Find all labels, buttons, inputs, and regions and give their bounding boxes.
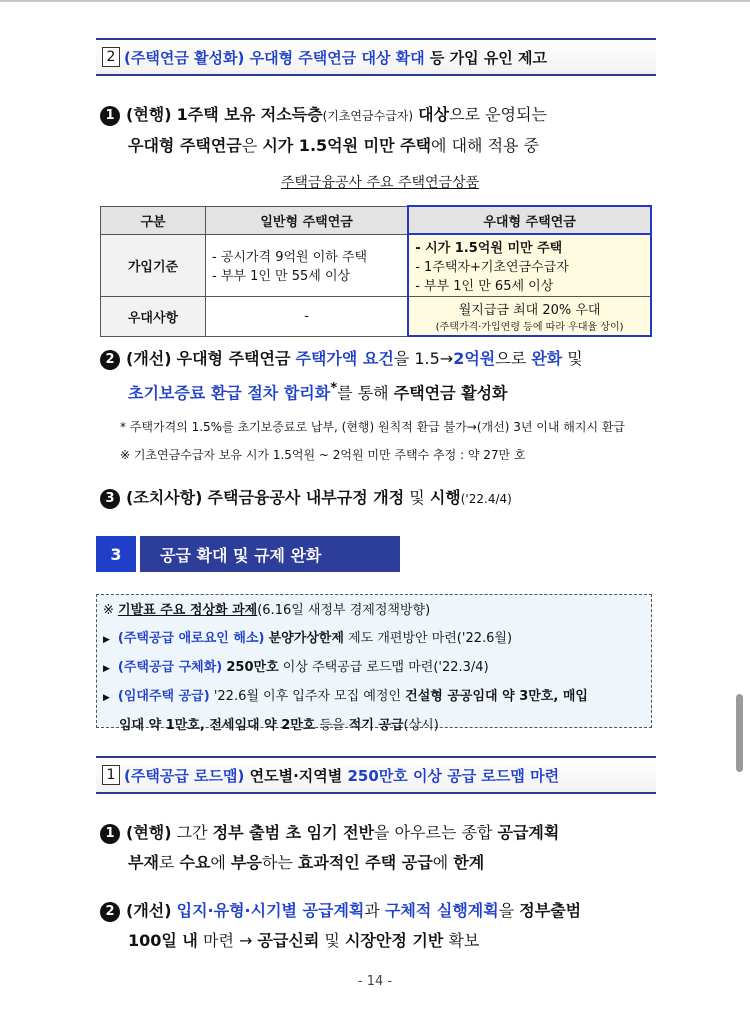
text-strong: 250만호 [226,660,279,675]
scrollbar-thumb[interactable] [736,694,743,772]
cell-preferential-benefit [408,297,651,337]
text-highlight: 초기보증료 환급 절차 합리화 [128,383,331,403]
text-highlight: 입지·유형·시기별 공급계획 [176,901,365,920]
item-improvement-supply [100,896,660,956]
text-plain: 제도 개편방안 마련('22.6월) [348,631,513,646]
reference-mark: ※ [103,603,114,618]
text-plain: 로 [158,853,175,872]
footnote-mark: * [330,381,338,396]
chapter-title: 공급 확대 및 규제 완화 [140,536,400,572]
label-improvement: (개선) [126,901,172,920]
text-plain: 에 [210,853,226,872]
text-highlight: (주택공급 애로요인 해소) [117,631,265,646]
section-tag: (주택공급 로드맵) [124,766,245,785]
pension-product-table [100,205,652,337]
section-title-rest: 등 가입 유인 제고 [429,48,548,67]
text-plain: 하는 [261,853,293,872]
text-strong: 시행 [429,488,461,507]
announced-tasks-box [96,594,652,733]
chapter-number: 3 [96,536,136,572]
bullet-number: 3 [100,489,120,509]
triangle-bullet-icon: ▶ [103,664,110,674]
text-plain: 은 [241,136,258,155]
box-line [103,597,645,625]
text-plain: 마련 → [202,931,253,950]
reference-note: ※ 기초연금수급자 보유 시가 1.5억원 ~ 2억원 미만 주택수 추정 : 약 27만 호 [120,448,526,462]
bullet-number: 2 [100,902,120,922]
section-heading-1 [96,756,656,794]
cell-general-eligibility [206,234,409,297]
label-action: (조치사항) [126,488,203,507]
page-number: - 14 - [357,974,393,989]
cell-general-benefit: - [206,297,409,337]
text-plain: 과 [364,901,380,920]
text-strong: 1주택 보유 저소득층 [176,105,323,124]
text-plain: 등을 [319,718,345,733]
text-strong: 임대 약 1만호, 전세임대 약 2만호 [119,718,316,733]
bullet-number: 1 [100,106,120,126]
text-plain: 을 1.5→ [393,349,454,368]
cell-line: - 공시가격 9억원 이하 주택 [212,250,368,266]
text-strong: 주택연금 활성화 [393,383,508,403]
cell-line: - 부부 1인 만 55세 이상 [212,269,351,285]
section-title-highlight: 우대형 주택연금 대상 확대 [249,48,425,67]
text-strong: 정부출범 [519,901,582,920]
section-title-rest: 연도별·지역별 [249,766,343,785]
box-line [103,683,645,712]
cell-line: 월지급금 최대 20% 우대 [458,303,601,318]
text-plain: 및 [567,349,583,368]
bullet-number: 2 [100,350,120,370]
text-plain: (6.16일 새정부 경제정책방향) [257,603,431,618]
text-highlight: 주택가액 요건 [295,349,394,368]
text-highlight: 완화 [531,349,563,368]
label-current: (현행) [126,105,172,124]
cell-line: - 1주택자+기초연금수급자 [415,260,569,275]
section-number-box: 2 [102,47,120,67]
text-strong: 시가 1.5억원 미만 주택 [262,136,432,155]
text-strong: 분양가상한제 [268,631,344,646]
triangle-bullet-icon: ▶ [103,635,110,645]
section-number-box: 1 [102,765,120,785]
text-plain: 이상 주택공급 로드맵 마련('22.3/4) [282,660,489,675]
text-strong: 적기 공급 [348,718,404,733]
row-label-eligibility: 가입기준 [101,234,206,297]
text-plain: 에 대해 적용 중 [431,136,540,155]
text-strong: 부응 [230,853,262,872]
text-plain: (상시) [403,718,439,733]
text-plain: 및 [409,488,425,507]
text-highlight: 구체적 실행계획 [384,901,499,920]
text-strong: 주택금융공사 내부규정 개정 [207,488,405,507]
section-tag: (주택연금 활성화) [124,48,245,67]
chapter-heading-3 [96,536,400,572]
bullet-number: 1 [100,824,120,844]
text-small: ('22.4/4) [460,492,512,506]
text-strong: 100일 내 [128,931,198,950]
text-strong: 효과적인 주택 공급 [297,853,433,872]
text-plain: 및 [324,931,340,950]
cell-line: (주택가격·가입연령 등에 따라 우대율 상이) [435,322,624,333]
table-header-general: 일반형 주택연금 [206,206,409,234]
item-action [100,483,660,514]
text-plain: 를 통해 [337,383,389,403]
text-plain: 그간 [176,823,208,842]
text-strong: 시장안정 기반 [344,931,444,950]
table-header-category: 구분 [101,206,206,234]
cell-line: - 시가 1.5억원 미만 주택 [415,241,563,256]
text-plain: '22.6월 이후 입주자 모집 예정인 [213,689,402,704]
box-line [103,654,645,683]
label-current: (현행) [126,823,172,842]
text-strong: 대상 [418,105,450,124]
cell-preferential-eligibility [408,234,651,297]
cell-line: - 부부 1인 만 65세 이상 [415,279,554,294]
item-current [100,100,660,161]
text-plain: 확보 [448,931,480,950]
text-plain: 을 [498,901,515,920]
text-strong: 수요 [179,853,211,872]
item-current-supply [100,818,660,878]
text-strong: 공급계획 [497,823,560,842]
table-caption: 주택금융공사 주요 주택연금상품 [280,175,480,191]
text-highlight: 2억원 [453,349,496,368]
footnote: * 주택가격의 1.5%를 초기보증료로 납부, (현행) 원칙적 환급 불가→(개선) 3년 이내 해지시 환급 [120,420,626,434]
text-strong: 한계 [453,853,485,872]
box-line [103,712,645,740]
label-improvement: (개선) [126,349,172,368]
box-line [103,625,645,654]
top-divider [0,0,750,2]
text-strong: 기발표 주요 정상화 과제 [118,603,258,618]
section-title-highlight: 250만호 이상 공급 로드맵 마련 [347,766,560,785]
text-plain: 에 [432,853,449,872]
text-plain: 으로 [495,349,527,368]
table-header-preferential: 우대형 주택연금 [408,206,651,234]
text-strong: 공급신뢰 [257,931,320,950]
item-improvement [100,344,660,408]
text-strong: 건설형 공공임대 약 3만호, 매입 [405,689,588,704]
text-strong: 우대형 주택연금 [128,136,242,155]
text-plain: 을 아우르는 종합 [374,823,493,842]
text-plain: 으로 운영되는 [449,105,547,124]
text-highlight: (주택공급 구체화) [117,660,223,675]
row-label-benefit: 우대사항 [101,297,206,337]
text-highlight: (임대주택 공급) [117,689,210,704]
text-strong: 우대형 주택연금 [176,349,291,368]
text-strong: 부재 [128,853,159,872]
section-heading-2 [96,38,656,76]
triangle-bullet-icon: ▶ [103,693,110,703]
text-small: (기초연금수급자) [322,109,414,123]
text-strong: 정부 출범 초 임기 전반 [212,823,375,842]
